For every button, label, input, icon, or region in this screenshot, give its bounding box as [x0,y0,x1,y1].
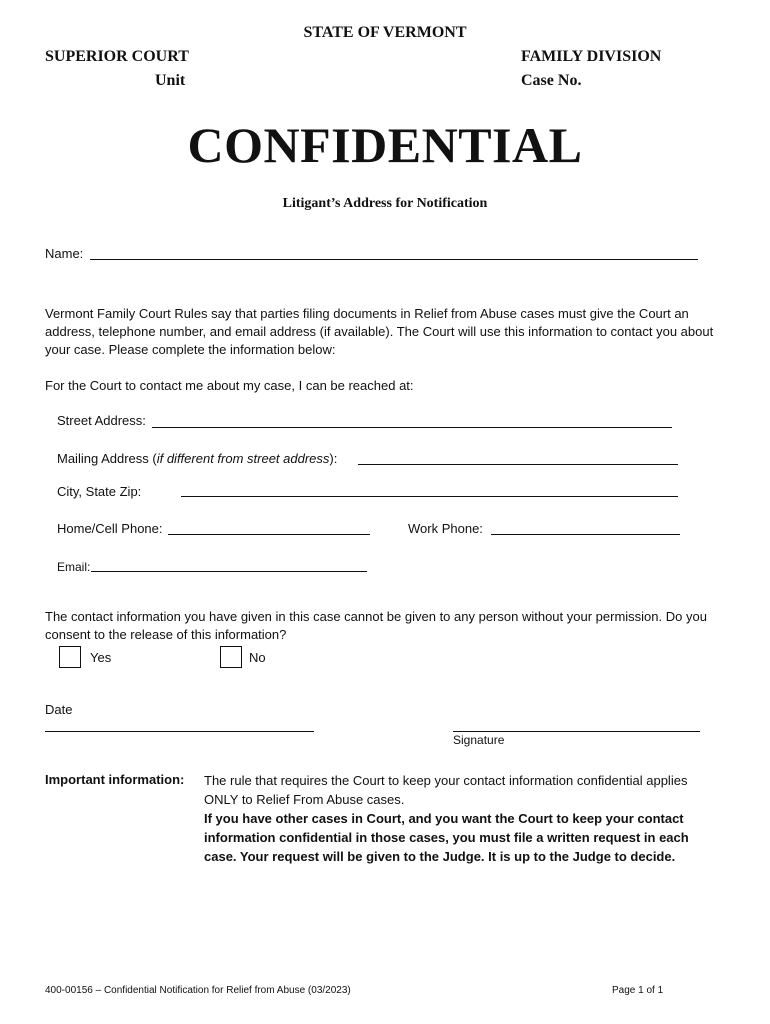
case-no-label: Case No. [521,72,582,89]
home-phone-label: Home/Cell Phone: [57,521,163,536]
no-checkbox[interactable] [220,646,242,668]
email-label: Email: [57,560,91,574]
name-label: Name: [45,246,84,261]
mailing-address-field[interactable] [358,464,678,465]
important-text [204,771,714,866]
page-number: Page 1 of 1 [612,985,664,996]
no-label: No [249,650,266,665]
consent-paragraph: The contact information you have given in this case cannot be given to any person without your permission. Do you consent to the release of this information? [45,609,707,642]
division-name: FAMILY DIVISION [521,48,662,65]
street-address-field[interactable] [152,427,672,428]
date-field[interactable] [45,731,314,732]
division-heading [521,45,661,93]
important-normal-text: The rule that requires the Court to keep your contact information confidential applies ONLY to Relief From Abuse cases. [204,773,688,807]
home-phone-field[interactable] [168,534,370,535]
mailing-suffix: ): [329,451,338,466]
name-field[interactable] [90,259,698,260]
signature-label: Signature [453,733,505,747]
date-label: Date [45,702,73,717]
document-subtitle: Litigant’s Address for Notification [282,196,488,211]
court-heading [45,45,189,93]
form-number-footer: 400-00156 – Confidential Notification for Relief from Abuse (03/2023) [45,985,351,996]
street-address-label: Street Address: [57,413,146,428]
yes-label: Yes [90,650,112,665]
unit-label: Unit [155,72,186,89]
intro-paragraph: Vermont Family Court Rules say that parties filing documents in Relief from Abuse cases must give the Court an address, telephone number, and email address (if available). The Court will use this information to contact you about your case. Please complete the information below: [45,306,714,357]
email-field[interactable] [91,571,367,572]
state-heading: STATE OF VERMONT [303,24,467,41]
important-bold-text: If you have other cases in Court, and you want the Court to keep your contact information confidential in those cases, you must file a written request in each case. Your request will be given to the Judge. It is up to the Judge to decide. [204,811,689,864]
important-label: Important information: [45,772,185,787]
yes-checkbox[interactable] [59,646,81,668]
city-state-zip-label: City, State Zip: [57,484,142,499]
mailing-note: if different from street address [156,451,330,466]
work-phone-field[interactable] [491,534,680,535]
signature-field[interactable] [453,731,700,732]
reach-text: For the Court to contact me about my case, I can be reached at: [45,378,414,393]
court-name: SUPERIOR COURT [45,48,189,65]
city-state-zip-field[interactable] [181,496,678,497]
work-phone-label: Work Phone: [408,521,483,536]
mailing-address-label [57,450,337,468]
document-title: CONFIDENTIAL [187,117,583,173]
mailing-prefix: Mailing Address ( [57,451,157,466]
